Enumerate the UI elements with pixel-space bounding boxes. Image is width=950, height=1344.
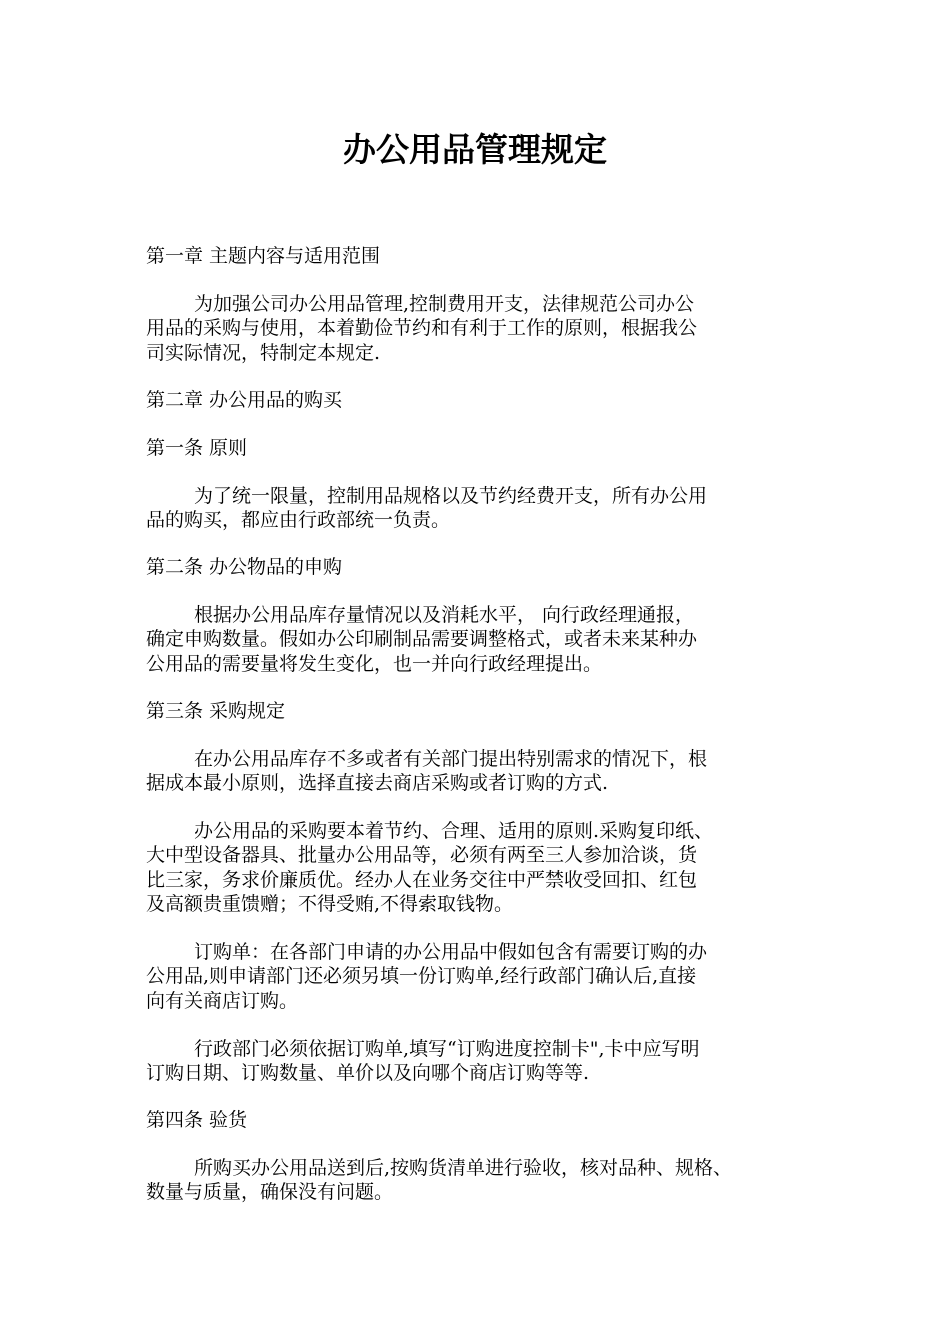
paragraph-line: 公用品,则申请部门还必须另填一份订购单,经行政部门确认后,直接 <box>146 965 697 987</box>
chapter-heading: 第一章 主题内容与适用范围 <box>146 245 381 267</box>
paragraph-line: 向有关商店订购。 <box>146 990 299 1012</box>
paragraph-line: 品的购买，都应由行政部统一负责。 <box>146 509 451 531</box>
article-heading: 第二条 办公物品的申购 <box>146 556 343 578</box>
paragraph-line: 确定申购数量。假如办公印刷制品需要调整格式，或者未来某种办 <box>146 628 698 650</box>
paragraph-line: 根据办公用品库存量情况以及消耗水平， 向行政经理通报， <box>194 604 695 626</box>
paragraph-line: 为加强公司办公用品管理,控制费用开支，法律规范公司办公 <box>194 293 695 315</box>
article-heading: 第三条 采购规定 <box>146 700 286 722</box>
paragraph-line: 用品的采购与使用，本着勤俭节约和有利于工作的原则，根据我公 <box>146 317 698 339</box>
paragraph-line: 大中型设备器具、批量办公用品等，必须有两至三人参加洽谈，货 <box>146 844 698 866</box>
paragraph-line: 公用品的需要量将发生变化，也一并向行政经理提出。 <box>146 653 603 675</box>
article-heading: 第四条 验货 <box>146 1109 248 1131</box>
paragraph-line: 据成本最小原则，选择直接去商店采购或者订购的方式. <box>146 772 609 794</box>
paragraph-line: 行政部门必须依据订购单,填写“订购进度控制卡",卡中应写明 <box>194 1038 700 1060</box>
article-heading: 第一条 原则 <box>146 437 248 459</box>
paragraph-line: 订购单：在各部门申请的办公用品中假如包含有需要订购的办 <box>194 941 708 963</box>
paragraph-line: 数量与质量，确保没有问题。 <box>146 1181 394 1203</box>
chapter-heading: 第二章 办公用品的购买 <box>146 389 343 411</box>
document-title: 办公用品管理规定 <box>343 130 607 169</box>
paragraph-line: 为了统一限量，控制用品规格以及节约经费开支，所有办公用 <box>194 485 708 507</box>
paragraph-line: 司实际情况，特制定本规定. <box>146 342 381 364</box>
paragraph-line: 订购日期、订购数量、单价以及向哪个商店订购等等. <box>146 1062 590 1084</box>
paragraph-line: 办公用品的采购要本着节约、合理、适用的原则.采购复印纸、 <box>194 820 714 842</box>
paragraph-line: 及高额贵重馈赠；不得受贿,不得索取钱物。 <box>146 893 514 915</box>
paragraph-line: 在办公用品库存不多或者有关部门提出特别需求的情况下，根 <box>194 748 708 770</box>
paragraph-line: 比三家，务求价廉质优。经办人在业务交往中严禁收受回扣、红包 <box>146 869 698 891</box>
paragraph-line: 所购买办公用品送到后,按购货清单进行验收，核对品种、规格、 <box>194 1157 733 1179</box>
